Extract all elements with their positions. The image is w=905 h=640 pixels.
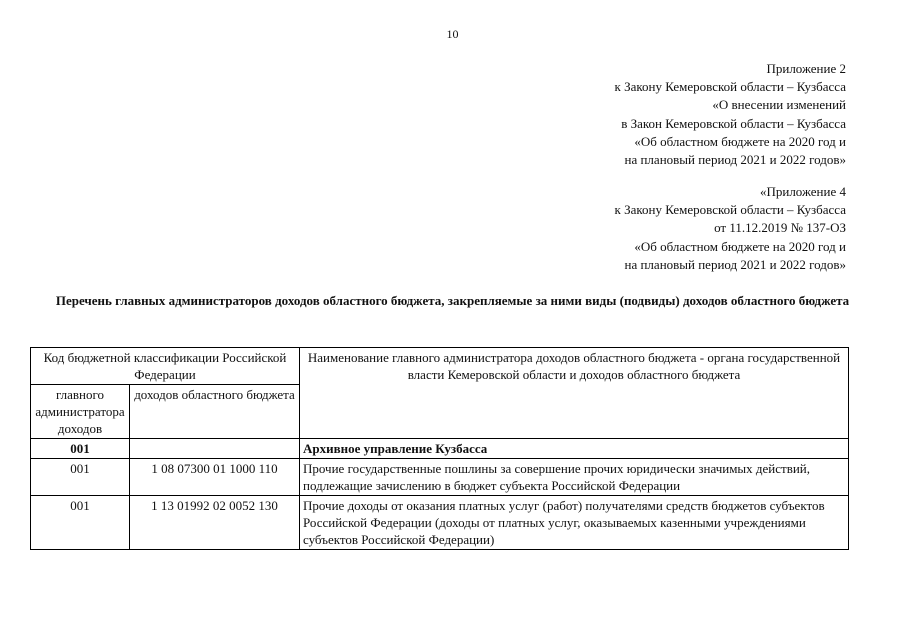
revenue-column-header: доходов областного бюджета [130,385,300,439]
admin-column-header: главного администратора доходов [31,385,130,439]
appendix-2-header [615,60,847,169]
appendix-line: Приложение 2 [766,61,846,76]
revenue-name-cell: Прочие государственные пошлины за совершение прочих юридически значимых действий, подлежащие зачислению в бюджет субъекта Российской Федерации [300,459,849,496]
appendix-line: от 11.12.2019 № 137-ОЗ [714,220,846,236]
appendix-line: «О внесении изменений [712,97,846,113]
administrator-name-cell: Архивное управление Кузбасса [300,439,849,459]
page-number: 10 [446,27,459,41]
appendix-line: к Закону Кемеровской области – Кузбасса [614,202,846,218]
name-column-header: Наименование главного администратора доходов областного бюджета - органа государственной власти Кемеровской области и доходов областного бюджета [300,348,849,439]
appendix-line: на плановый период 2021 и 2022 годов» [624,256,846,272]
table-row [31,439,849,459]
appendix-line: «Об областном бюджете на 2020 год и [634,133,846,149]
revenue-code-cell: 1 13 01992 02 0052 130 [130,496,300,550]
revenue-administrators-table [30,347,849,550]
appendix-line: на плановый период 2021 и 2022 годов» [624,152,846,168]
appendix-line: «Об областном бюджете на 2020 год и [634,238,846,254]
table-row [31,496,849,550]
document-title: Перечень главных администраторов доходов областного бюджета, закрепляемые за ними виды (подвиды) доходов областного бюджета [55,293,850,308]
table-row [31,459,849,496]
admin-code-cell: 001 [31,439,130,459]
appendix-4-header [615,183,847,274]
appendix-line: к Закону Кемеровской области – Кузбасса [614,79,846,95]
revenue-code-cell [130,439,300,459]
appendix-line: «Приложение 4 [759,184,846,199]
appendix-line: в Закон Кемеровской области – Кузбасса [621,115,846,131]
admin-code-cell: 001 [31,459,130,496]
table-header-row [31,348,849,385]
code-group-header: Код бюджетной классификации Российской Федерации [31,348,300,385]
revenue-name-cell: Прочие доходы от оказания платных услуг (работ) получателями средств бюджетов субъектов Российской Федерации (доходы от платных услуг, оказываемых казенными учреждениями субъектов Российской Федерации) [300,496,849,550]
admin-code-cell: 001 [31,496,130,550]
revenue-code-cell: 1 08 07300 01 1000 110 [130,459,300,496]
